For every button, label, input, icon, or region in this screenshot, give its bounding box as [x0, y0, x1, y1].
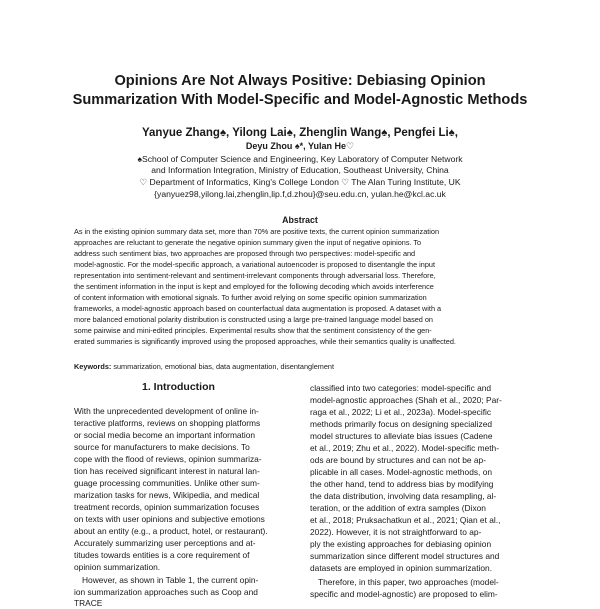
body-text-line: summarization since different model structures and: [310, 551, 500, 561]
author-list: Yanyue Zhang♠, Yilong Lai♠, Zhenglin Wang♠, Pengfei Li♠,: [141, 127, 458, 139]
keywords-text: summarization, emotional bias, data augmentation, disentanglement: [111, 362, 334, 371]
body-text-line: titudes towards entities is a core requirement of: [74, 550, 250, 560]
body-text-line: However, as shown in Table 1, the current opin-: [82, 575, 259, 585]
body-text-line: specific and model-agnostic) are proposed to elim-: [310, 589, 498, 599]
abstract-line: frameworks, a model-agnostic approach based on counterfactual data augmentation is proposed. A dataset with a: [74, 304, 442, 313]
body-text-line: raga et al., 2022; Li et al., 2023a). Model-specific: [310, 407, 492, 417]
abstract-line: representation into sentiment-relevant and sentiment-irrelevant components through adversarial loss. Therefore,: [74, 271, 436, 280]
paper-title: [40, 72, 560, 110]
body-text-line: model structures to alleviate bias issues (Cadene: [310, 431, 493, 441]
abstract-heading: Abstract: [282, 215, 318, 225]
body-text-line: the data distribution, involving data resampling, al-: [310, 491, 497, 501]
body-text-line: datasets are employed in opinion summarization.: [310, 563, 493, 573]
body-text-line: cope with the flood of reviews, opinion summariza-: [74, 454, 262, 464]
body-text-line: classified into two categories: model-specific and: [310, 383, 492, 393]
abstract-line: of content information with emotional signals. To further avoid relying on some specific opinion summarization: [74, 293, 427, 302]
abstract-line: approaches are reluctant to generate the negative opinion summary given the input of negative opinions. To: [74, 238, 422, 247]
body-text-line: teration, or the addition of extra samples (Dixon: [310, 503, 486, 513]
body-text-line: TRACE: [74, 598, 103, 608]
body-text-line: guage processing communities. Unlike other sum-: [74, 478, 260, 488]
affiliation-line: ♡ Department of Informatics, King's College London ♡ The Alan Turing Institute, UK: [139, 177, 461, 187]
author-emails: {yanyuez98,yilong.lai,zhenglin,lip.f,d.zhou}@seu.edu.cn, yulan.he@kcl.ac.uk: [154, 189, 446, 199]
section-heading-introduction: 1. Introduction: [142, 381, 215, 393]
body-text-line: et al., 2018; Pruksachatkun et al., 2021; Qian et al.,: [310, 515, 501, 525]
body-text-line: et al., 2019; Zhu et al., 2022). Model-specific meth-: [310, 443, 499, 453]
body-text-line: tion has received significant interest in natural lan-: [74, 466, 260, 476]
body-text-line: ply the existing approaches for debiasing opinion: [310, 539, 492, 549]
body-text-line: With the unprecedented development of online in-: [74, 406, 259, 416]
body-text-line: on texts with user opinions and subjective emotions: [74, 514, 265, 524]
body-text-line: the other hand, tend to address bias by modifying: [310, 479, 494, 489]
abstract-line: more balanced emotional polarity distribution is constructed using a large pre-trained language model based on: [74, 315, 433, 324]
title-line: Summarization With Model-Specific and Model-Agnostic Methods: [72, 92, 528, 108]
keywords: [74, 362, 334, 371]
body-text-line: plicable in all cases. Model-agnostic methods, on: [310, 467, 493, 477]
body-text-line: Accurately summarizing user perceptions and at-: [74, 538, 256, 548]
body-text-line: opinion summarization.: [74, 562, 161, 572]
body-text-line: or social media become an important information: [74, 430, 256, 440]
keywords-label: Keywords:: [74, 362, 112, 371]
body-text-line: model-agnostic approaches (Shah et al., 2020; Par-: [310, 395, 502, 405]
abstract-line: the sentiment information in the input is kept and employed for the following decoding which avoids interference: [74, 282, 434, 291]
abstract-line: erated summaries is significantly improved using the proposed approaches, while their semantics quality is unaffected.: [74, 337, 456, 346]
body-text-line: marization tasks for news, Wikipedia, and medical: [74, 490, 260, 500]
author-list-continued: Deyu Zhou ♠*, Yulan He♡: [245, 141, 355, 151]
abstract-line: address such sentiment bias, two approaches are proposed through two perspectives: model-specific and: [74, 249, 416, 258]
body-text-line: teractive platforms, reviews on shopping platforms: [74, 418, 261, 428]
body-text-line: ion summarization approaches such as Coop and: [74, 587, 258, 597]
title-line: Opinions Are Not Always Positive: Debiasing Opinion: [114, 73, 486, 89]
body-text-line: 2022). However, it is not straightforward to ap-: [310, 527, 482, 537]
body-text-line: about an entity (e.g., a product, hotel, or restaurant).: [74, 526, 268, 536]
body-text-line: Therefore, in this paper, two approaches (model-: [318, 577, 499, 587]
abstract-line: some pairwise and mini-edited principles. Experimental results show that the sentiment consistency of the gen-: [74, 326, 432, 335]
body-text-line: source for manufacturers to make decisions. To: [74, 442, 250, 452]
affiliation-line: ♠School of Computer Science and Engineering, Key Laboratory of Computer Network: [137, 154, 463, 164]
abstract-line: model-agnostic. For the model-specific approach, a variational autoencoder is proposed to disentangle the input: [74, 260, 436, 269]
affiliation-line: and Information Integration, Ministry of Education, Southeast University, China: [151, 165, 449, 175]
abstract-line: As in the existing opinion summary data set, more than 70% are positive texts, the current opinion summarization: [74, 227, 440, 236]
body-text-line: treatment records, opinion summarization focuses: [74, 502, 260, 512]
body-text-line: ods are bound by structures and can not be ap-: [310, 455, 486, 465]
body-text-line: methods primarily focus on designing specialized: [310, 419, 493, 429]
